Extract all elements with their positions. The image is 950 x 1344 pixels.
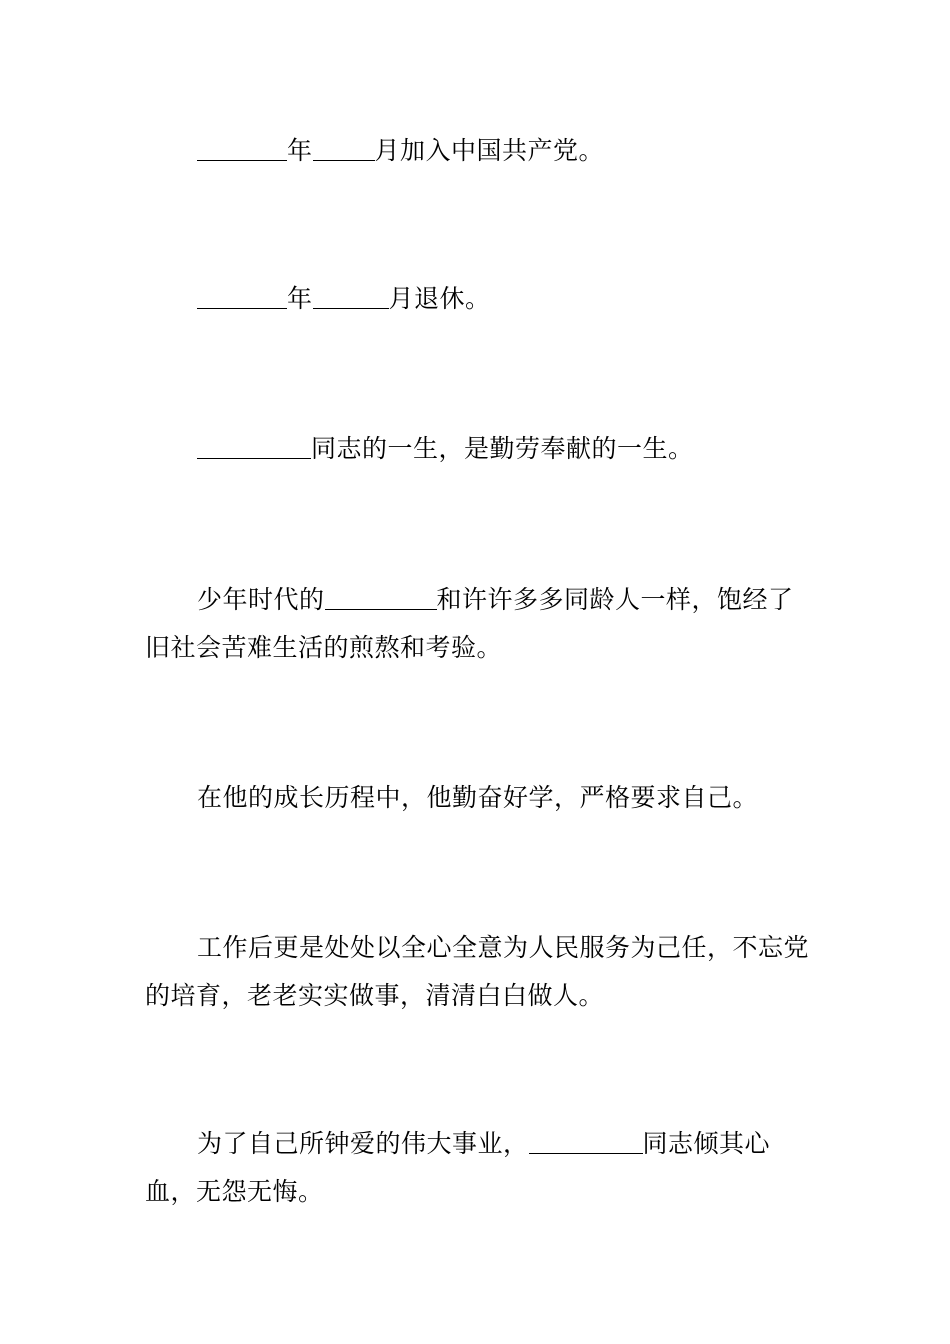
text-devotion-end: 同志倾其心血，无怨无悔。 <box>145 1129 771 1206</box>
paragraph-devotion <box>145 1120 815 1216</box>
blank-year <box>197 138 287 161</box>
blank-month <box>313 138 375 161</box>
blank-year <box>197 286 287 309</box>
paragraph-growth: 在他的成长历程中，他勤奋好学，严格要求自己。 <box>197 783 759 812</box>
paragraph-life-summary <box>145 425 815 473</box>
paragraph-youth <box>145 576 815 672</box>
paragraph-join-party <box>145 127 815 175</box>
text-year: 年 <box>287 136 313 165</box>
paragraph-retire <box>145 275 815 323</box>
text-retire: 月退休。 <box>388 284 491 313</box>
blank-month <box>313 286 389 309</box>
paragraph-work: 工作后更是处处以全心全意为人民服务为己任，不忘党的培育，老老实实做事，清清白白做人。 <box>145 933 810 1010</box>
text-year: 年 <box>287 284 313 313</box>
blank-name <box>325 587 437 610</box>
blank-name <box>197 436 311 459</box>
text-youth-end: 和许许多多同龄人一样，饱经了旧社会苦难生活的煎熬和考验。 <box>145 585 794 662</box>
text-devotion-start: 为了自己所钟爱的伟大事业， <box>197 1129 529 1158</box>
text-life-summary: 同志的一生，是勤劳奉献的一生。 <box>311 434 694 463</box>
blank-name <box>529 1131 643 1154</box>
text-join-party: 月加入中国共产党。 <box>374 136 605 165</box>
text-youth-start: 少年时代的 <box>197 585 325 614</box>
